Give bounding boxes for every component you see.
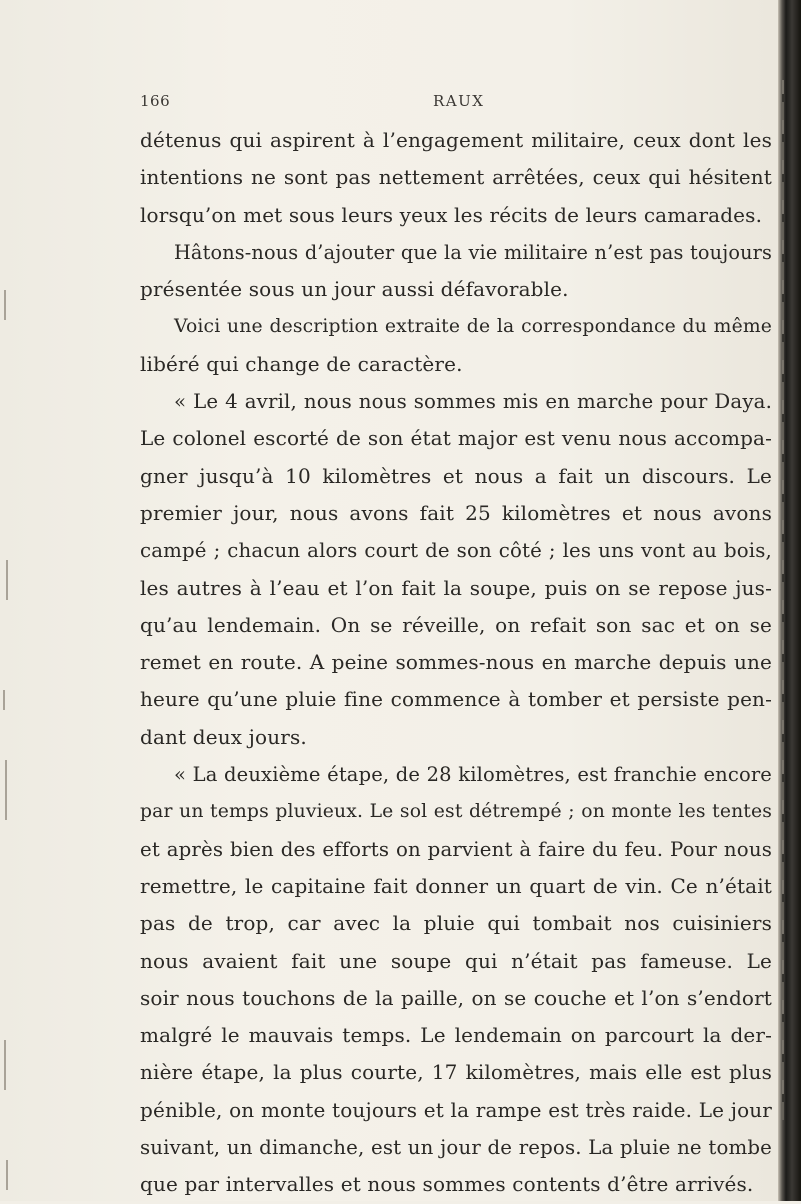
page-speck bbox=[4, 290, 6, 320]
text-line: détenus qui aspirent à l’engagement militaire, ceux dont les bbox=[140, 128, 772, 152]
text-line: libéré qui change de caractère. bbox=[140, 351, 463, 376]
text-line: soir nous touchons de la paille, on se couche et l’on s’endort bbox=[140, 985, 772, 1010]
text-line: qu’au lendemain. On se réveille, on refait son sac et on se bbox=[140, 612, 772, 637]
text-line: premier jour, nous avons fait 25 kilomètres et nous avons bbox=[140, 500, 772, 525]
text-line: intentions ne sont pas nettement arrêtées, ceux qui hésitent bbox=[140, 165, 772, 190]
text-line: que par intervalles et nous sommes contents d’être arrivés. bbox=[140, 1172, 754, 1197]
running-head: RAUX bbox=[433, 92, 485, 110]
text-line: Le colonel escorté de son état major est venu nous accompa- bbox=[140, 426, 772, 451]
text-line: gner jusqu’à 10 kilomètres et nous a fait un discours. Le bbox=[140, 463, 772, 488]
page-header bbox=[140, 92, 772, 114]
book-binding-edge bbox=[778, 0, 801, 1201]
page-speck bbox=[5, 760, 7, 820]
page-speck bbox=[4, 1040, 6, 1090]
text-line: et après bien des efforts on parvient à faire du feu. Pour nous bbox=[140, 837, 772, 861]
page-speck bbox=[6, 1160, 8, 1190]
text-line: nière étape, la plus courte, 17 kilomètres, mais elle est plus bbox=[140, 1060, 772, 1085]
text-line: les autres à l’eau et l’on fait la soupe, puis on se repose jus- bbox=[140, 575, 772, 600]
text-line: remettre, le capitaine fait donner un quart de vin. Ce n’était bbox=[140, 873, 772, 898]
text-line: Hâtons-nous d’ajouter que la vie militaire n’est pas toujours bbox=[174, 240, 772, 264]
page-number: 166 bbox=[140, 92, 171, 110]
body-text bbox=[140, 122, 772, 1204]
page-left-edge bbox=[0, 0, 14, 1201]
text-line: nous avaient fait une soupe qui n’était pas fameuse. Le bbox=[140, 948, 772, 973]
text-line: pas de trop, car avec la pluie qui tombait nos cuisiniers bbox=[140, 911, 772, 936]
text-line: par un temps pluvieux. Le sol est détrempé ; on monte les tentes bbox=[140, 801, 772, 823]
text-line: lorsqu’on met sous leurs yeux les récits de leurs camarades. bbox=[140, 202, 763, 227]
text-line: « Le 4 avril, nous nous sommes mis en marche pour Daya. bbox=[174, 390, 772, 414]
text-line: campé ; chacun alors court de son côté ; les uns vont au bois, bbox=[140, 539, 772, 563]
text-line: dant deux jours. bbox=[140, 724, 307, 749]
text-line: Voici une description extraite de la correspondance du même bbox=[174, 316, 772, 338]
text-line: pénible, on monte toujours et la rampe est très raide. Le jour bbox=[140, 1097, 772, 1122]
text-line: suivant, un dimanche, est un jour de repos. La pluie ne tombe bbox=[140, 1136, 772, 1160]
text-line: « La deuxième étape, de 28 kilomètres, est franchie encore bbox=[174, 763, 772, 787]
text-line: remet en route. A peine sommes-nous en marche depuis une bbox=[140, 650, 772, 675]
text-line: présentée sous un jour aussi défavorable. bbox=[140, 277, 569, 302]
page-speck bbox=[3, 690, 5, 710]
page-speck bbox=[6, 560, 8, 600]
text-line: heure qu’une pluie fine commence à tomber et persiste pen- bbox=[140, 687, 772, 712]
text-line: malgré le mauvais temps. Le lendemain on parcourt la der- bbox=[140, 1023, 772, 1048]
